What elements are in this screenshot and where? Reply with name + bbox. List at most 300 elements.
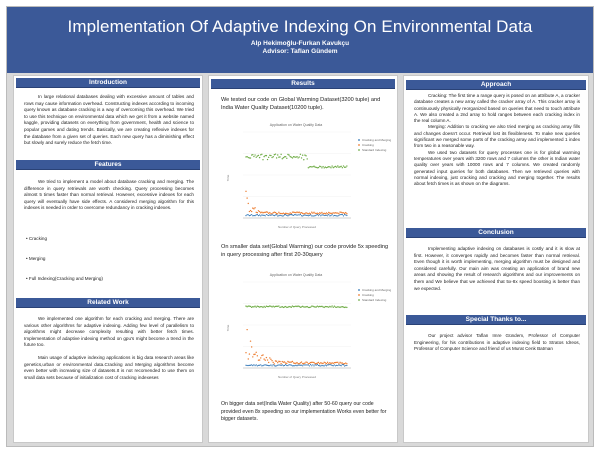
data-point [300, 154, 301, 155]
data-point [318, 365, 319, 366]
data-point [299, 156, 300, 157]
data-point [265, 215, 266, 216]
data-point [329, 362, 330, 363]
data-point [253, 215, 254, 216]
data-point [346, 363, 347, 364]
data-point [292, 361, 293, 362]
data-point [256, 157, 257, 158]
data-point [250, 157, 251, 158]
data-point [252, 154, 253, 155]
chart-global-warming [221, 118, 391, 238]
data-point [294, 214, 295, 215]
data-point [322, 166, 323, 167]
data-point [320, 215, 321, 216]
data-point [266, 214, 267, 215]
data-point [259, 359, 260, 360]
data-point [290, 364, 291, 365]
chart-water-quality [221, 268, 391, 388]
data-point [285, 306, 286, 307]
data-point [316, 214, 317, 215]
data-point [274, 215, 275, 216]
legend-marker [358, 139, 360, 141]
legend-entry: Cracking and Merging [362, 288, 391, 292]
data-point [337, 365, 338, 366]
approach-paragraph: Cracking: The first time a range query is posed on an attribute A, a cracker database creates a new array called the cracker array of A. This cracker array is continuously physically reorganized based on queries that need to touch attribute A. We also created a 2nd array to hold ranges between each cracking index in the real column A. [414, 93, 580, 124]
data-point [246, 156, 247, 157]
data-point [302, 155, 303, 156]
data-point [263, 306, 264, 307]
data-point [326, 363, 327, 364]
data-point [254, 207, 255, 208]
data-point [249, 215, 250, 216]
data-point [268, 215, 269, 216]
data-point [313, 166, 314, 167]
data-point [298, 365, 299, 366]
data-point [328, 306, 329, 307]
data-point [335, 215, 336, 216]
data-point [336, 365, 337, 366]
data-point [307, 362, 308, 363]
data-point [305, 155, 306, 156]
data-point [303, 159, 304, 160]
data-point [285, 156, 286, 157]
data-point [295, 214, 296, 215]
data-point [290, 212, 291, 213]
legend-marker [358, 294, 360, 296]
data-point [333, 215, 334, 216]
data-point [282, 364, 283, 365]
data-point [267, 159, 268, 160]
data-point [337, 362, 338, 363]
data-point [267, 212, 268, 213]
data-point [322, 214, 323, 215]
data-point [279, 364, 280, 365]
data-point [342, 362, 343, 363]
data-point [319, 214, 320, 215]
data-point [254, 305, 255, 306]
data-point [317, 364, 318, 365]
data-point [277, 215, 278, 216]
data-point [245, 215, 246, 216]
data-point [301, 215, 302, 216]
data-point [338, 364, 339, 365]
data-point [262, 215, 263, 216]
data-point [276, 214, 277, 215]
data-point [327, 215, 328, 216]
data-point [273, 306, 274, 307]
data-point [252, 356, 253, 357]
data-point [245, 191, 246, 192]
data-point [266, 155, 267, 156]
data-point [249, 353, 250, 354]
data-point [320, 365, 321, 366]
data-point [276, 157, 277, 158]
data-point [334, 306, 335, 307]
data-point [250, 365, 251, 366]
data-point [260, 215, 261, 216]
data-point [267, 365, 268, 366]
data-point [338, 215, 339, 216]
data-point [250, 215, 251, 216]
data-point [292, 365, 293, 366]
data-point [304, 362, 305, 363]
data-point [279, 215, 280, 216]
poster-title: Implementation Of Adaptive Indexing On Environmental Data [67, 17, 533, 36]
data-point [291, 156, 292, 157]
data-point [291, 307, 292, 308]
related-work-header: Related Work [16, 298, 200, 308]
data-point [282, 215, 283, 216]
data-point [295, 363, 296, 364]
data-point [249, 365, 250, 366]
legend-marker [358, 289, 360, 291]
data-point [271, 157, 272, 158]
data-point [285, 214, 286, 215]
advisor: Advisor: Taflan Gündem [262, 48, 338, 55]
introduction-text [24, 94, 194, 158]
data-point [262, 354, 263, 355]
approach-header: Approach [406, 80, 586, 90]
data-point [286, 215, 287, 216]
data-point [254, 215, 255, 216]
data-point [267, 214, 268, 215]
data-point [311, 215, 312, 216]
data-point [277, 154, 278, 155]
poster [6, 6, 594, 447]
legend-marker [358, 299, 360, 301]
data-point [312, 213, 313, 214]
data-point [248, 214, 249, 215]
data-point [281, 215, 282, 216]
data-point [256, 214, 257, 215]
legend-entry: Cracking [362, 143, 374, 147]
data-point [307, 306, 308, 307]
data-point [296, 215, 297, 216]
data-point [346, 365, 347, 366]
data-point [251, 214, 252, 215]
data-point [336, 215, 337, 216]
data-point [246, 197, 247, 198]
data-point [313, 362, 314, 363]
data-point [339, 214, 340, 215]
data-point [326, 215, 327, 216]
data-point [258, 215, 259, 216]
data-point [301, 157, 302, 158]
data-point [259, 211, 260, 212]
x-axis-label: Number of Query Processed [277, 375, 317, 379]
data-point [258, 365, 259, 366]
data-point [320, 213, 321, 214]
data-point [309, 365, 310, 366]
data-point [311, 365, 312, 366]
data-point [307, 364, 308, 365]
data-point [260, 364, 261, 365]
results-caption-1: On smaller data set(Global Warming) our code provide 5x speeding in query processing after first 20-30query [221, 244, 389, 258]
legend-entry: Standard Indexing [362, 148, 387, 152]
data-point [322, 365, 323, 366]
data-point [299, 363, 300, 364]
approach-paragraph: Merging: Addition to cracking we also tried merging as cracking array fills and changes doesn't occur. Retrieval lost its flexibleness. To make new queries significant we merged some parts of the cracking array and implemented 1 index from two in a reasonable way. [414, 124, 580, 149]
data-point [279, 156, 280, 157]
data-point [261, 154, 262, 155]
features-header: Features [16, 160, 200, 170]
data-point [254, 365, 255, 366]
data-point [277, 365, 278, 366]
data-point [292, 214, 293, 215]
data-point [288, 364, 289, 365]
data-point [260, 357, 261, 358]
data-point [330, 215, 331, 216]
data-point [330, 167, 331, 168]
data-point [341, 214, 342, 215]
data-point [318, 215, 319, 216]
introduction-header: Introduction [16, 78, 200, 88]
data-point [311, 211, 312, 212]
data-point [246, 329, 247, 330]
left-column [13, 75, 203, 443]
data-point [265, 307, 266, 308]
data-point [302, 215, 303, 216]
data-point [336, 166, 337, 167]
data-point [291, 214, 292, 215]
data-point [277, 362, 278, 363]
data-point [274, 363, 275, 364]
data-point [268, 213, 269, 214]
data-point [245, 365, 246, 366]
feature-item: • Merging [26, 256, 103, 261]
data-point [284, 214, 285, 215]
data-point [324, 365, 325, 366]
features-list [26, 236, 103, 296]
data-point [337, 215, 338, 216]
data-point [265, 360, 266, 361]
title-banner [7, 7, 593, 73]
conclusion-header: Conclusion [406, 228, 586, 238]
data-point [318, 213, 319, 214]
data-point [267, 359, 268, 360]
data-point [343, 165, 344, 166]
legend-entry: Cracking [362, 293, 374, 297]
data-point [259, 157, 260, 158]
data-point [280, 363, 281, 364]
data-point [345, 214, 346, 215]
data-point [325, 362, 326, 363]
data-point [342, 214, 343, 215]
data-point [273, 364, 274, 365]
data-point [315, 215, 316, 216]
data-point [313, 212, 314, 213]
data-point [269, 212, 270, 213]
data-point [307, 215, 308, 216]
data-point [258, 210, 259, 211]
data-point [269, 365, 270, 366]
feature-item: • Full Indexing(Cracking and Merging) [26, 276, 103, 281]
data-point [302, 365, 303, 366]
data-point [268, 365, 269, 366]
data-point [253, 208, 254, 209]
data-point [284, 365, 285, 366]
data-point [257, 214, 258, 215]
results-caption-2: On bigger data set(India Water Quality) after 50-60 query our code provided even 8x speeding so our implementation Works even better for bigger datasets. [221, 401, 387, 422]
data-point [328, 363, 329, 364]
data-point [313, 365, 314, 366]
data-point [327, 364, 328, 365]
y-axis-label: Time [226, 324, 230, 332]
data-point [304, 214, 305, 215]
data-point [296, 156, 297, 157]
data-point [343, 364, 344, 365]
data-point [251, 364, 252, 365]
data-point [317, 214, 318, 215]
data-point [307, 158, 308, 159]
data-point [293, 215, 294, 216]
data-point [270, 215, 271, 216]
data-point [276, 365, 277, 366]
data-point [296, 362, 297, 363]
approach-paragraph: We used two datasets for query processes one is for global warming temperatures over years with 3200 rows and 7 columns the other is Indian water quality over years with 10000 rows and 7 columns. We created randomly generated input queries for both databases. Then we retrieved queries with normal indexing, just cracking and cracking and merging together. The results about fetch times is as shown on the diagrams. [414, 149, 580, 187]
data-point [265, 364, 266, 365]
data-point [320, 166, 321, 167]
data-point [287, 365, 288, 366]
special-thanks-paragraph: Our project advisor Taflan Imre Gündem, Professor of Computer Engineering, for his contributions in adaptive indexing field to Stratos Idreos, Professor of Computer Science and friend of us Murat Cenk Batman [414, 333, 580, 352]
data-point [286, 365, 287, 366]
data-point [325, 215, 326, 216]
data-point [270, 155, 271, 156]
data-point [296, 365, 297, 366]
data-point [278, 364, 279, 365]
data-point [305, 215, 306, 216]
data-point [309, 215, 310, 216]
data-point [341, 166, 342, 167]
authors: Alp Hekimoğlu-Furkan Kavukçu [250, 40, 350, 47]
data-point [310, 306, 311, 307]
data-point [275, 214, 276, 215]
data-point [321, 214, 322, 215]
data-point [254, 154, 255, 155]
features-paragraph: We tried to implement a model about database cracking and merging. The difference in query retrievals are worth checking. Query processing becomes almost 5 times faster than normal retrieval. However, excessive indexes for each query will eventually have side effects. A considered merging algorithm for this indexes is needed in order to overcome redundancy in cracking indexes. [24, 179, 194, 211]
data-point [299, 212, 300, 213]
data-point [324, 307, 325, 308]
data-point [328, 364, 329, 365]
data-point [326, 365, 327, 366]
data-point [275, 212, 276, 213]
features-text [24, 179, 194, 212]
data-point [308, 167, 309, 168]
data-point [252, 215, 253, 216]
data-point [266, 357, 267, 358]
data-point [343, 215, 344, 216]
data-point [258, 155, 259, 156]
results-header: Results [211, 79, 395, 89]
related-work-paragraph: Main usage of adaptive indexing applications is big data research areas like genetics,urban or environmental data.Cracking and Merging algorithms become even better with increasing size of datasets.It is not recomended to use them on small data sets because of initialization cost of cracking indexeses [24, 354, 194, 380]
data-point [300, 365, 301, 366]
legend-marker [358, 149, 360, 151]
data-point [313, 215, 314, 216]
data-point [256, 352, 257, 353]
data-point [344, 365, 345, 366]
data-point [281, 365, 282, 366]
data-point [262, 159, 263, 160]
data-point [270, 359, 271, 360]
data-point [274, 365, 275, 366]
data-point [346, 165, 347, 166]
data-point [269, 214, 270, 215]
data-point [288, 213, 289, 214]
data-point [286, 158, 287, 159]
data-point [263, 156, 264, 157]
data-point [335, 365, 336, 366]
data-point [321, 212, 322, 213]
data-point [324, 167, 325, 168]
data-point [257, 212, 258, 213]
data-point [297, 157, 298, 158]
data-point [339, 365, 340, 366]
data-point [319, 365, 320, 366]
legend-marker [358, 144, 360, 146]
data-point [346, 215, 347, 216]
data-point [264, 215, 265, 216]
data-point [270, 364, 271, 365]
data-point [334, 215, 335, 216]
data-point [298, 214, 299, 215]
data-point [249, 211, 250, 212]
data-point [283, 157, 284, 158]
data-point [248, 365, 249, 366]
data-point [283, 215, 284, 216]
data-point [326, 212, 327, 213]
data-point [247, 365, 248, 366]
data-point [283, 212, 284, 213]
data-point [269, 357, 270, 358]
data-point [344, 214, 345, 215]
data-point [259, 214, 260, 215]
data-point [294, 365, 295, 366]
data-point [275, 153, 276, 154]
data-point [327, 362, 328, 363]
data-point [346, 213, 347, 214]
data-point [257, 365, 258, 366]
data-point [318, 167, 319, 168]
conclusion-paragraph: Implementing adaptive indexing on databases is costly and it is slow at first. However, it converges rapidly and becomes faster than normal retrieval. Even though it is worth implementing, merging algorithm must be designed and considered carefully. Our main aim was creating an application of brand new areas and showing the result of research algorithms and our improvements on them and We believe that we achieved that 5x-8x speed boosting is better than we expected. [414, 246, 580, 291]
data-point [262, 307, 263, 308]
data-point [284, 361, 285, 362]
data-point [333, 365, 334, 366]
data-point [250, 210, 251, 211]
data-point [332, 365, 333, 366]
data-point [248, 358, 249, 359]
data-point [331, 305, 332, 306]
y-axis-label: Time [226, 174, 230, 182]
related-work-text [24, 316, 194, 381]
data-point [273, 156, 274, 157]
data-point [346, 307, 347, 308]
data-point [299, 214, 300, 215]
data-point [329, 364, 330, 365]
data-point [273, 215, 274, 216]
data-point [301, 365, 302, 366]
data-point [264, 364, 265, 365]
data-point [304, 364, 305, 365]
data-point [273, 362, 274, 363]
data-point [279, 361, 280, 362]
special-thanks-header: Special Thanks to... [406, 315, 586, 325]
data-point [305, 364, 306, 365]
data-point [253, 364, 254, 365]
data-point [300, 214, 301, 215]
data-point [261, 214, 262, 215]
data-point [271, 365, 272, 366]
data-point [330, 306, 331, 307]
